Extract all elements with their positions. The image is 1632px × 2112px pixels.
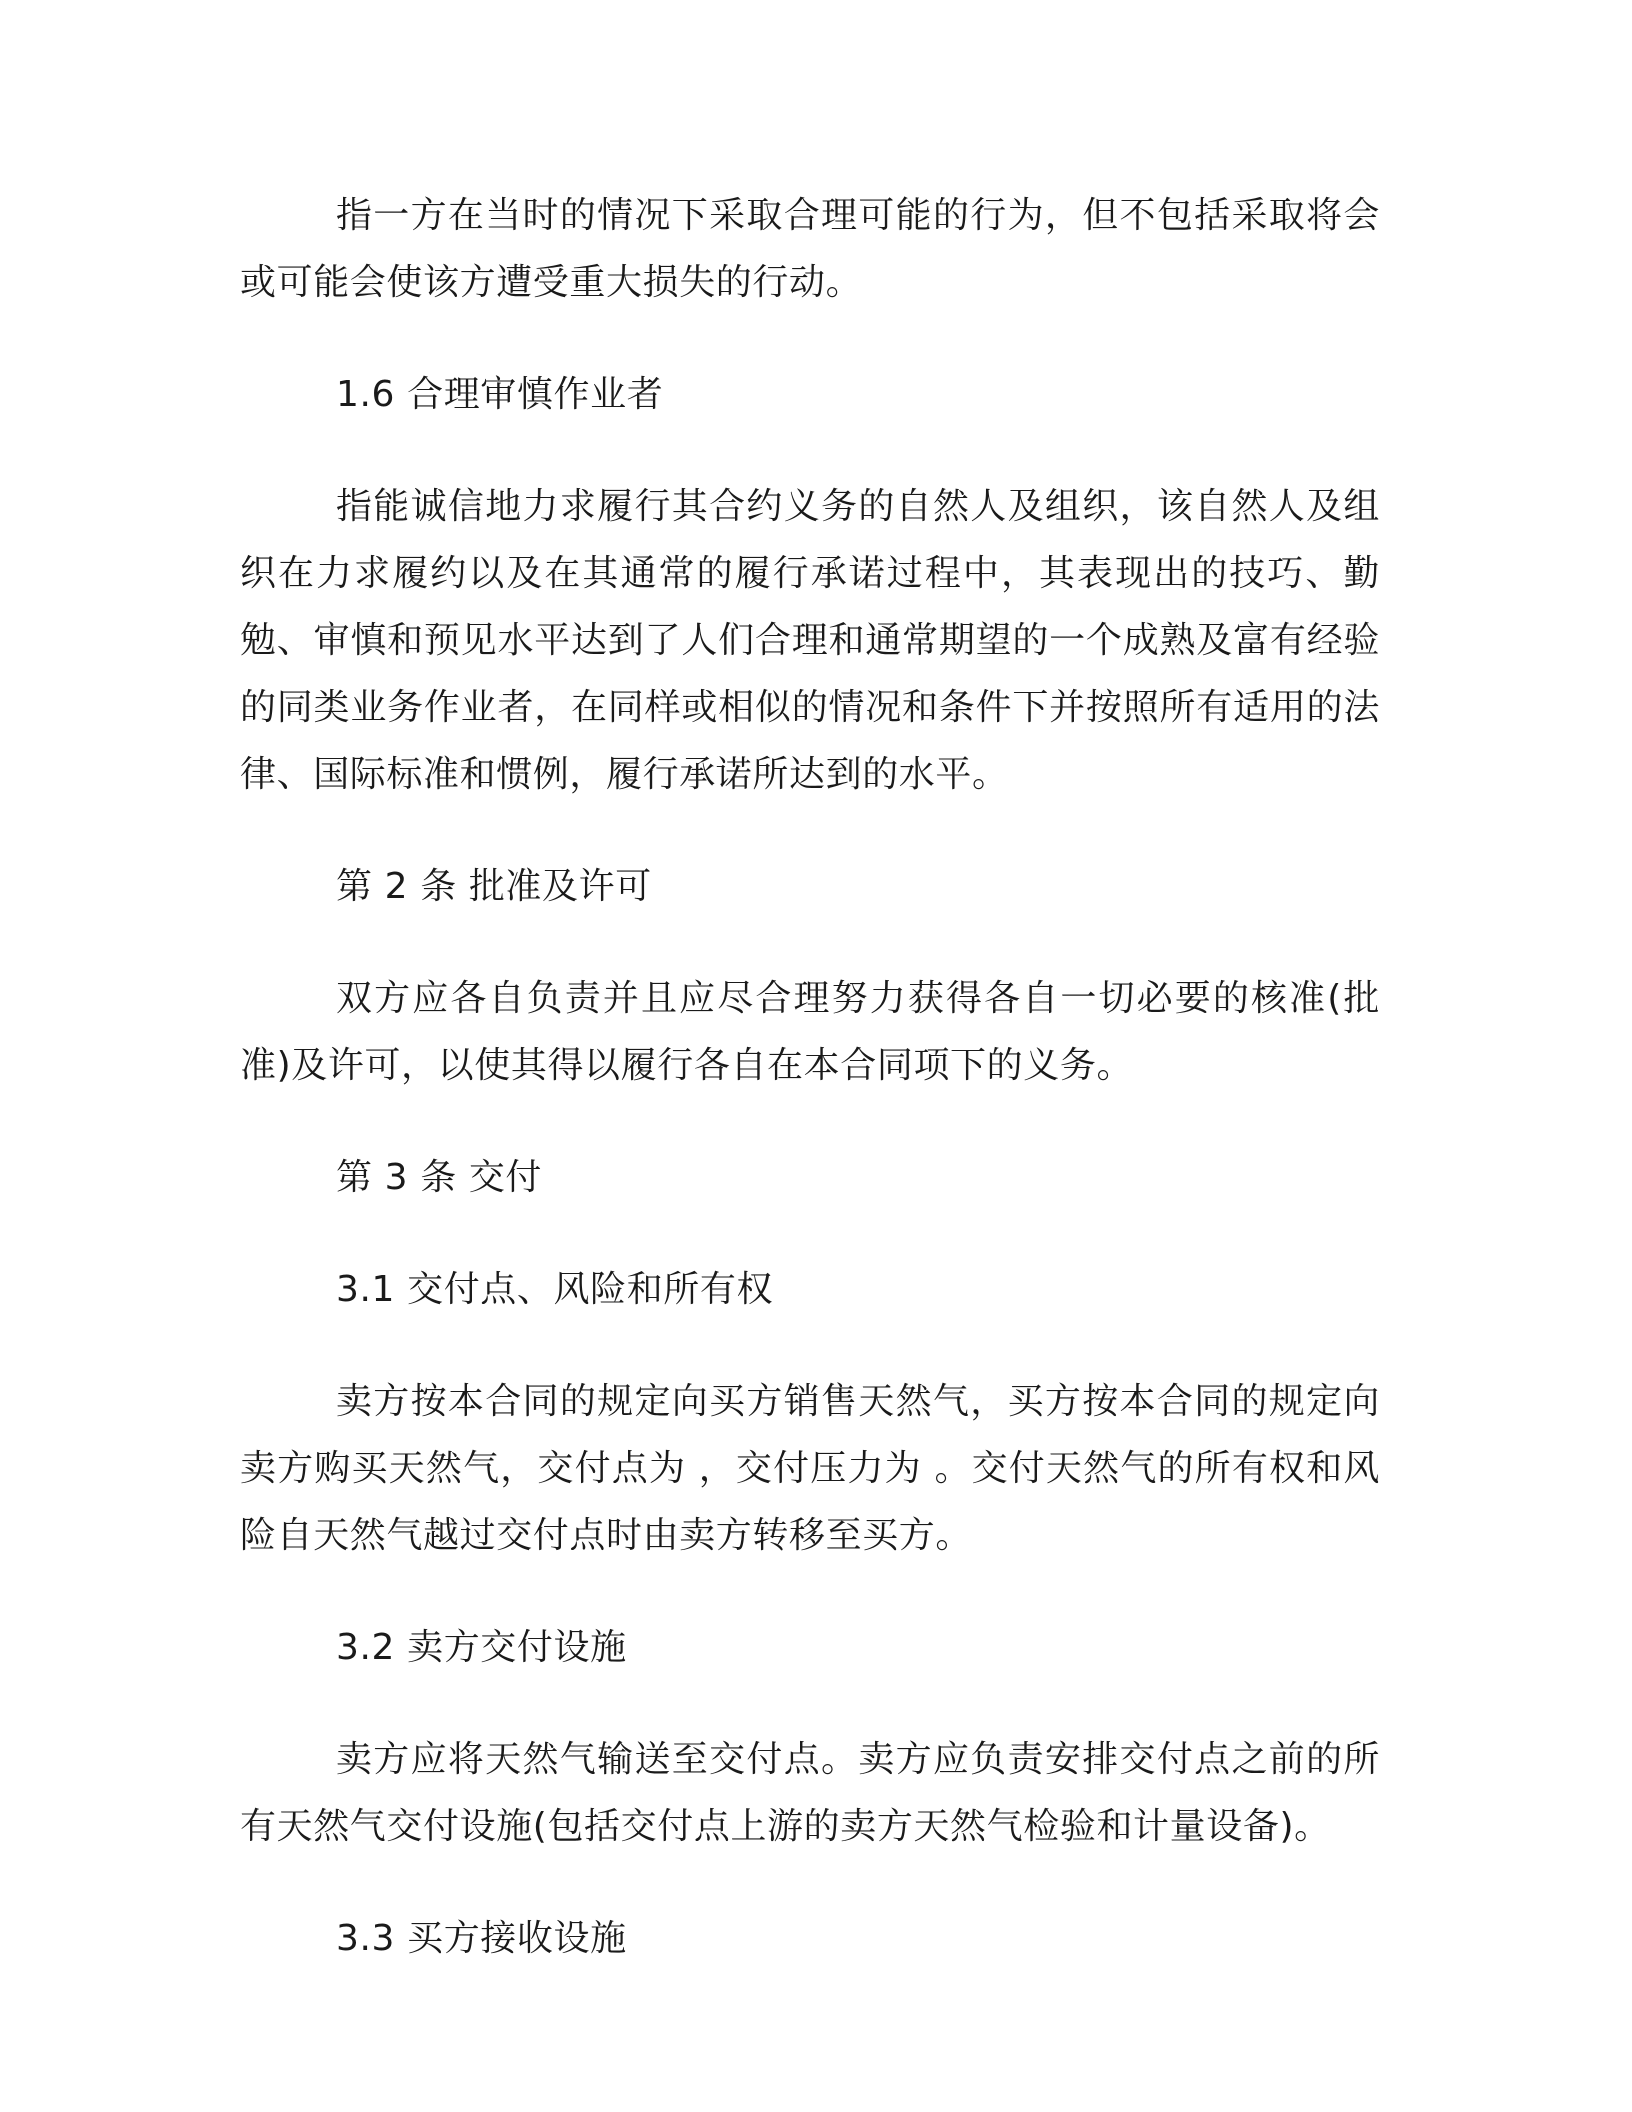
spacer <box>240 1681 1380 1726</box>
spacer <box>240 808 1380 853</box>
paragraph-seller-facilities: 卖方应将天然气输送至交付点。卖方应负责安排交付点之前的所有天然气交付设施(包括交付点上游的卖方天然气检验和计量设备)。 <box>240 1739 1380 1847</box>
spacer <box>240 1099 1380 1144</box>
spacer <box>240 920 1380 965</box>
spacer <box>240 1323 1380 1368</box>
heading-article-2: 第 2 条 批准及许可 <box>336 866 652 907</box>
spacer <box>240 316 1380 361</box>
spacer <box>240 1211 1380 1256</box>
paragraph-delivery-point: 卖方按本合同的规定向买方销售天然气，买方按本合同的规定向卖方购买天然气，交付点为 ，交付压力为 。交付天然气的所有权和风险自天然气越过交付点时由卖方转移至买方。 <box>240 1381 1380 1556</box>
heading-section-3-1: 3.1 交付点、风险和所有权 <box>336 1269 774 1310</box>
paragraph-prudent-operator: 指能诚信地力求履行其合约义务的自然人及组织，该自然人及组织在力求履约以及在其通常的履行承诺过程中，其表现出的技巧、勤勉、审慎和预见水平达到了人们合理和通常期望的一个成熟及富有经验的同类业务作业者，在同样或相似的情况和条件下并按照所有适用的法律、国际标准和惯例，履行承诺所达到的水平。 <box>240 486 1380 795</box>
spacer <box>240 1569 1380 1614</box>
document-page <box>240 182 1380 1972</box>
heading-section-3-3: 3.3 买方接收设施 <box>336 1918 627 1959</box>
heading-section-1-6: 1.6 合理审慎作业者 <box>336 374 664 415</box>
spacer <box>240 1860 1380 1905</box>
spacer <box>240 428 1380 473</box>
heading-section-3-2: 3.2 卖方交付设施 <box>336 1627 627 1668</box>
heading-article-3: 第 3 条 交付 <box>336 1157 543 1198</box>
paragraph-reasonable-action: 指一方在当时的情况下采取合理可能的行为，但不包括采取将会或可能会使该方遭受重大损失的行动。 <box>240 195 1380 303</box>
paragraph-approvals: 双方应各自负责并且应尽合理努力获得各自一切必要的核准(批准)及许可，以使其得以履行各自在本合同项下的义务。 <box>240 978 1380 1086</box>
